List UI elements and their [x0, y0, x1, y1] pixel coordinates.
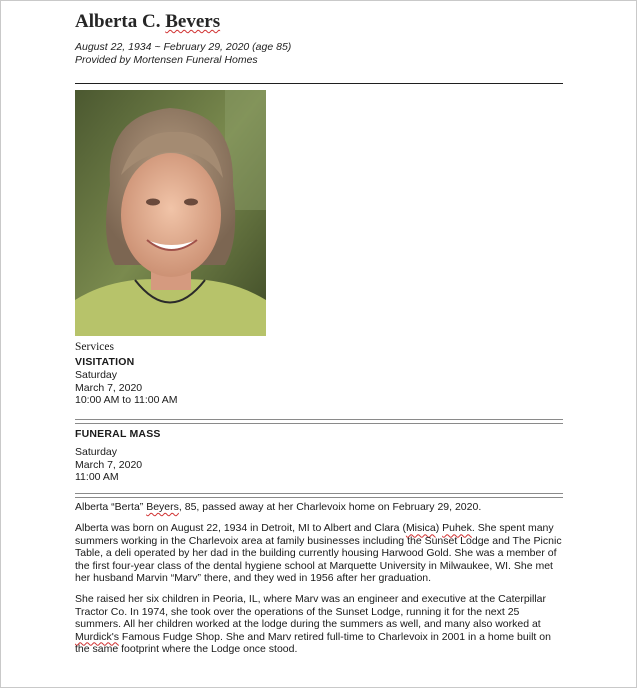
p2-misspelled-maiden: Misica: [405, 522, 436, 535]
p2-text-e: . She spent many summers working in the Charlevoix area at family businesses including the Sunset Lodge and The Picnic Table, a deli operated by her dad in the building currently housing Harwood Gold. She was a member of the first four-year class of the dental hygiene school at Marquette University in Milwaukee, WI. She met her husband Marvin “Marv” there, and they wed in 1956 after her graduation.: [75, 522, 562, 585]
funeral-block: [75, 428, 161, 484]
services-divider-2: [75, 493, 563, 498]
p3-misspelled-shop: Murdick's: [75, 630, 120, 643]
p2-misspelled-surname: Puhek: [442, 522, 472, 535]
visitation-day: Saturday: [75, 369, 118, 381]
life-dates: August 22, 1934 ~ February 29, 2020 (age 85): [75, 41, 292, 53]
funeral-date: March 7, 2020: [75, 458, 143, 471]
funeral-label: FUNERAL MASS: [75, 428, 161, 440]
visitation-date: March 7, 2020: [75, 381, 143, 394]
portrait-image: [75, 90, 266, 336]
obituary-paragraph-1: [75, 501, 563, 513]
title-first: Alberta C.: [75, 11, 166, 32]
funeral-time: 11:00 AM: [75, 471, 119, 483]
page-title: [75, 10, 563, 34]
header-meta: [75, 41, 563, 66]
title-last: Bevers: [165, 11, 221, 32]
funeral-day: Saturday: [75, 446, 118, 458]
p2-text-c: ): [435, 522, 443, 535]
visitation-block: [75, 356, 178, 407]
p3-text-c: Famous Fudge Shop. She and Marv retired full-time to Charlevoix in 2001 in a home built on the same footprint where the Lodge once stood.: [75, 630, 551, 656]
p1-text-a: Alberta “Berta”: [75, 501, 147, 513]
obituary-paragraph-3: [75, 593, 563, 655]
p3-text-a: She raised her six children in Peoria, IL, where Marv was an engineer and executive at the Caterpillar Tractor Co. In 1974, she took over the operations of the Sunset Lodge, running it for the next 25 summers. All her children worked at the lodge during the summers as well, and many also worked at: [75, 593, 546, 631]
header-divider: [75, 83, 563, 84]
services-divider-1: [75, 419, 563, 424]
p1-text-c: , 85, passed away at her Charlevoix home on February 29, 2020.: [178, 501, 482, 513]
document-page: [75, 10, 563, 656]
p2-text-a: Alberta was born on August 22, 1934 in Detroit, MI to Albert and Clara (: [75, 522, 406, 535]
obituary-paragraph-2: [75, 522, 563, 584]
visitation-time: 10:00 AM to 11:00 AM: [75, 394, 178, 406]
portrait-photo: [75, 90, 266, 336]
visitation-label: VISITATION: [75, 356, 135, 368]
provider-line: Provided by Mortensen Funeral Homes: [75, 53, 258, 66]
p1-misspelled-name: Beyers: [146, 501, 179, 513]
obituary-body: [75, 501, 563, 655]
services-heading: Services: [75, 341, 114, 353]
